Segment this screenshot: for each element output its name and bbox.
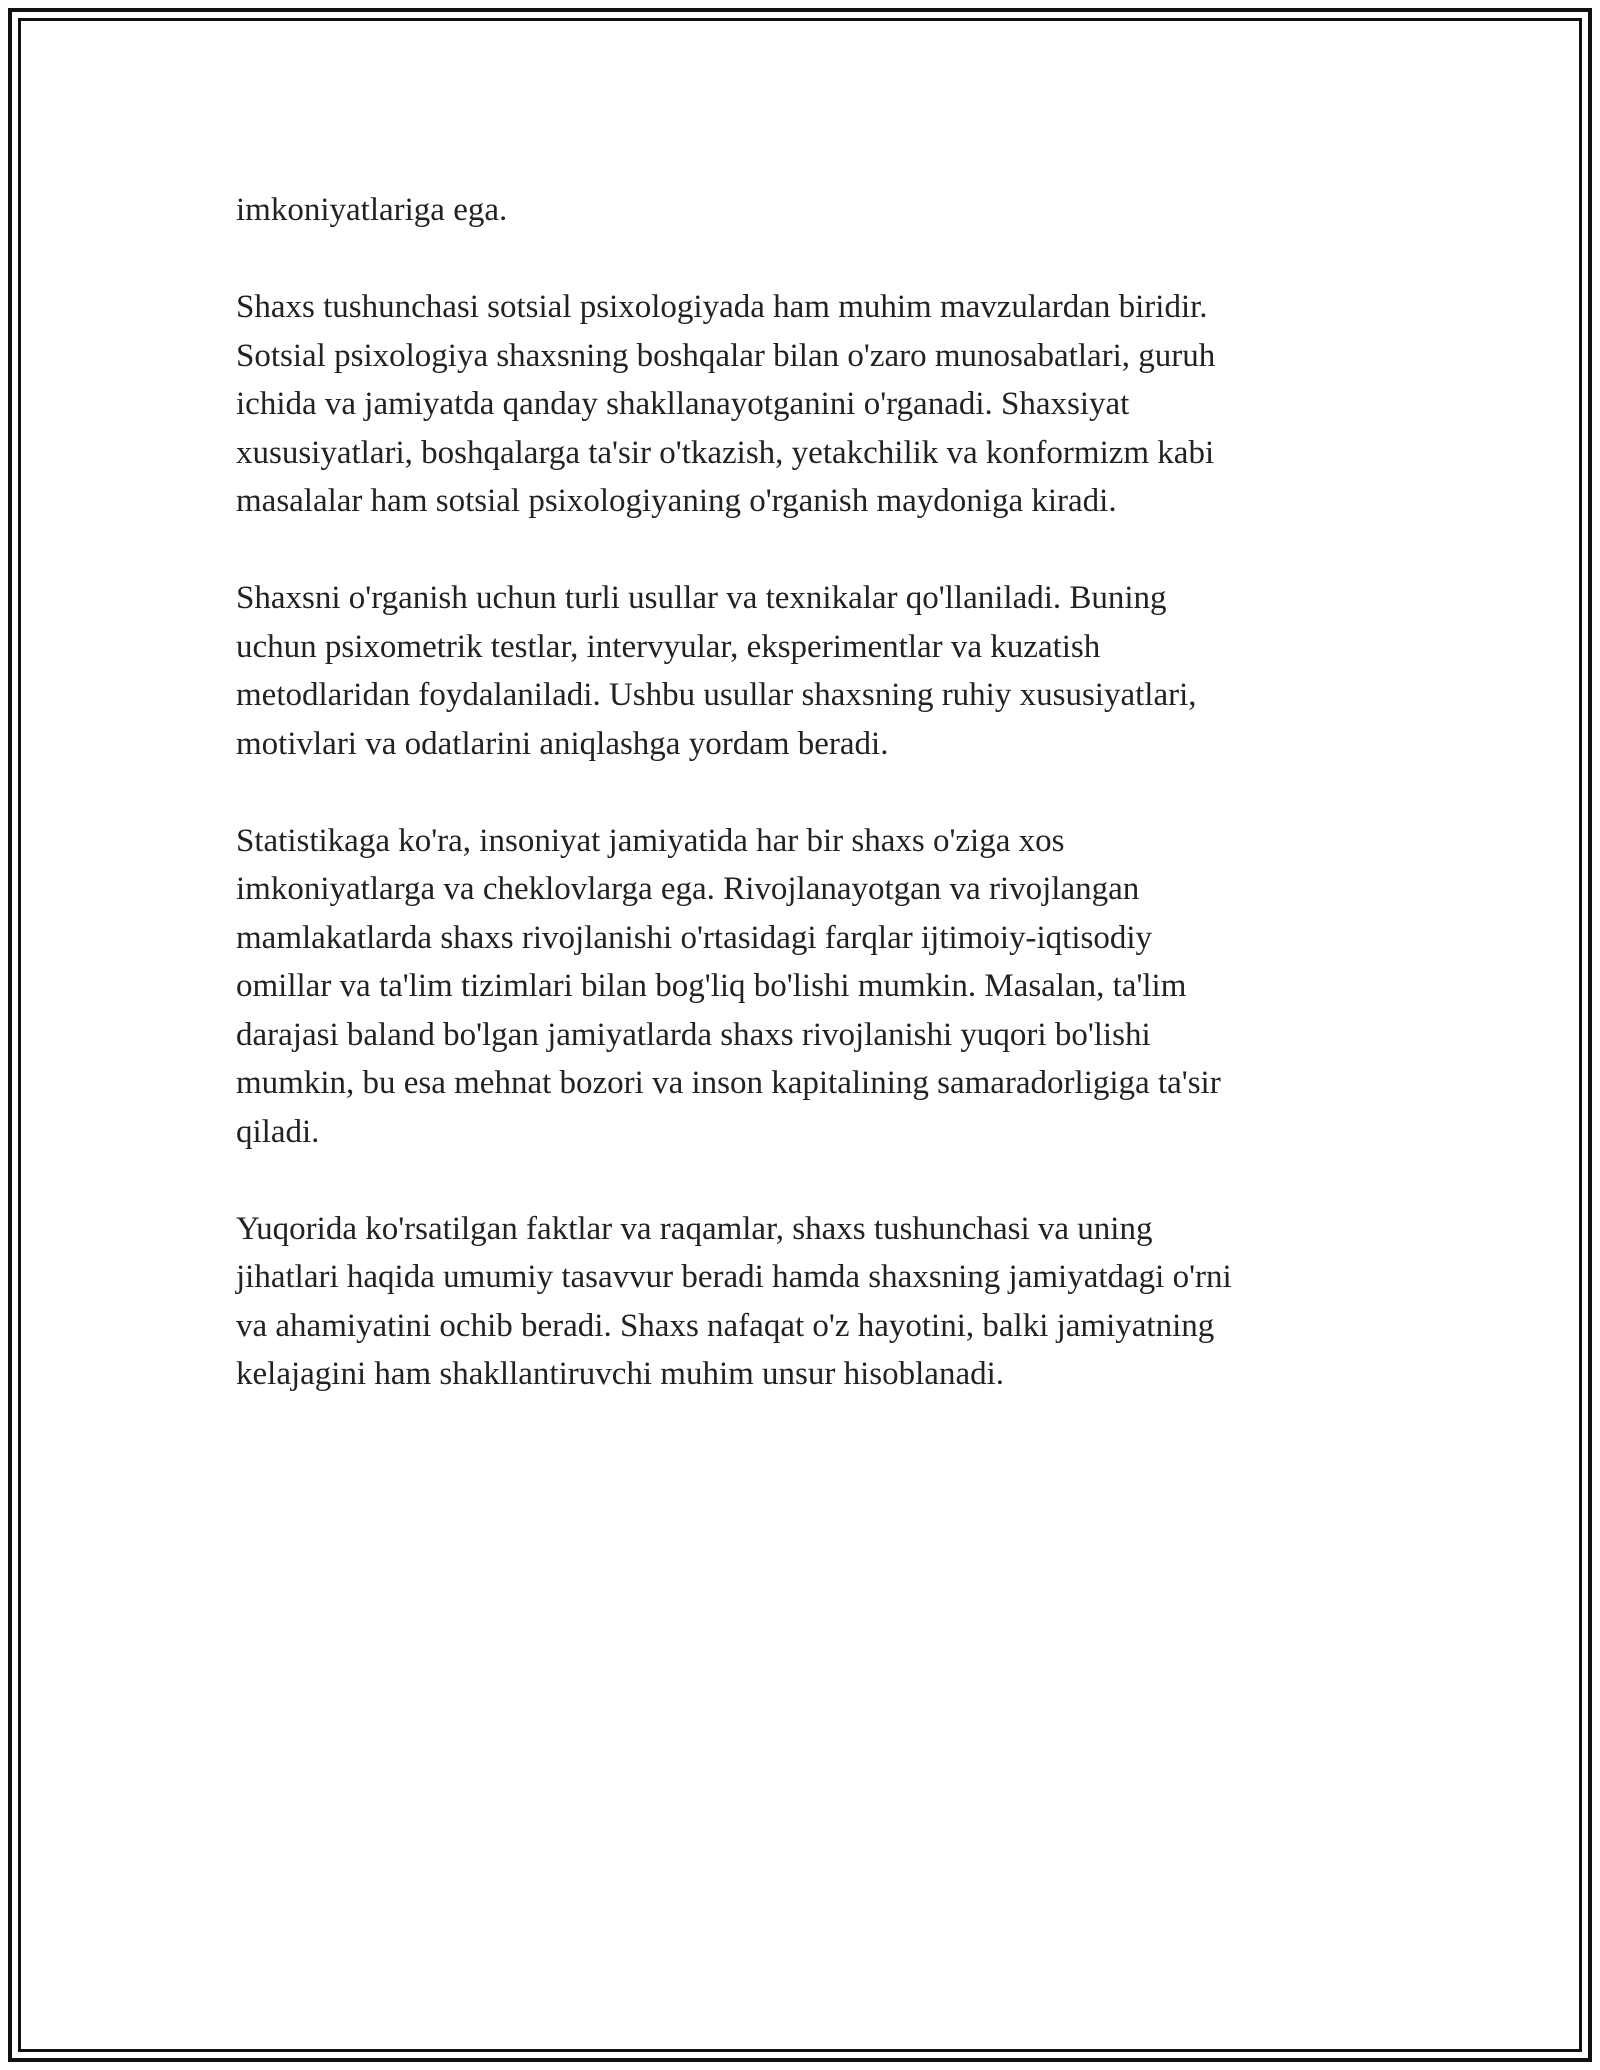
text-line: Shaxsni o'rganish uchun turli usullar va texnikalar qo'llaniladi. Buning xyxy=(236,580,1167,616)
paragraph-research-methods xyxy=(236,574,1356,768)
text-line: metodlaridan foydalaniladi. Ushbu usullar shaxsning ruhiy xususiyatlari, xyxy=(236,677,1197,713)
text-line: motivlari va odatlarini aniqlashga yordam beradi. xyxy=(236,725,889,762)
text-line: qiladi. xyxy=(236,1113,320,1150)
document-body xyxy=(236,186,1356,1447)
text-line: Statistikaga ko'ra, insoniyat jamiyatida har bir shaxs o'ziga xos xyxy=(236,822,1065,859)
text-line: Yuqorida ko'rsatilgan faktlar va raqamlar, shaxs tushunchasi va uning xyxy=(236,1210,1153,1247)
text-line: imkoniyatlariga ega. xyxy=(236,192,508,228)
text-line: imkoniyatlarga va cheklovlarga ega. Rivojlanayotgan va rivojlangan xyxy=(236,871,1140,907)
text-line: Sotsial psixologiya shaxsning boshqalar bilan o'zaro munosabatlari, guruh xyxy=(236,337,1216,374)
paragraph-social-psychology xyxy=(236,283,1356,526)
text-line: va ahamiyatini ochib beradi. Shaxs nafaqat o'z hayotini, balki jamiyatning xyxy=(236,1307,1215,1344)
text-line: Shaxs tushunchasi sotsial psixologiyada ham muhim mavzulardan biridir. xyxy=(236,289,1208,325)
text-line: darajasi baland bo'lgan jamiyatlarda shaxs rivojlanishi yuqori bo'lishi xyxy=(236,1016,1151,1053)
text-line: omillar va ta'lim tizimlari bilan bog'liq bo'lishi mumkin. Masalan, ta'lim xyxy=(236,968,1187,1004)
paragraph-continuation xyxy=(236,186,1356,235)
paragraph-statistics xyxy=(236,817,1356,1157)
text-line: kelajagini ham shakllantiruvchi muhim unsur hisoblanadi. xyxy=(236,1356,1005,1392)
text-line: ichida va jamiyatda qanday shakllanayotganini o'rganadi. Shaxsiyat xyxy=(236,386,1130,422)
text-line: mumkin, bu esa mehnat bozori va inson kapitalining samaradorligiga ta'sir xyxy=(236,1065,1221,1101)
text-line: masalalar ham sotsial psixologiyaning o'rganish maydoniga kiradi. xyxy=(236,483,1117,519)
text-line: jihatlari haqida umumiy tasavvur beradi hamda shaxsning jamiyatdagi o'rni xyxy=(236,1259,1232,1295)
text-line: mamlakatlarda shaxs rivojlanishi o'rtasidagi farqlar ijtimoiy-iqtisodiy xyxy=(236,919,1152,956)
text-line: xususiyatlari, boshqalarga ta'sir o'tkazish, yetakchilik va konformizm kabi xyxy=(236,434,1215,471)
paragraph-conclusion xyxy=(236,1205,1356,1399)
text-line: uchun psixometrik testlar, intervyular, eksperimentlar va kuzatish xyxy=(236,628,1101,665)
